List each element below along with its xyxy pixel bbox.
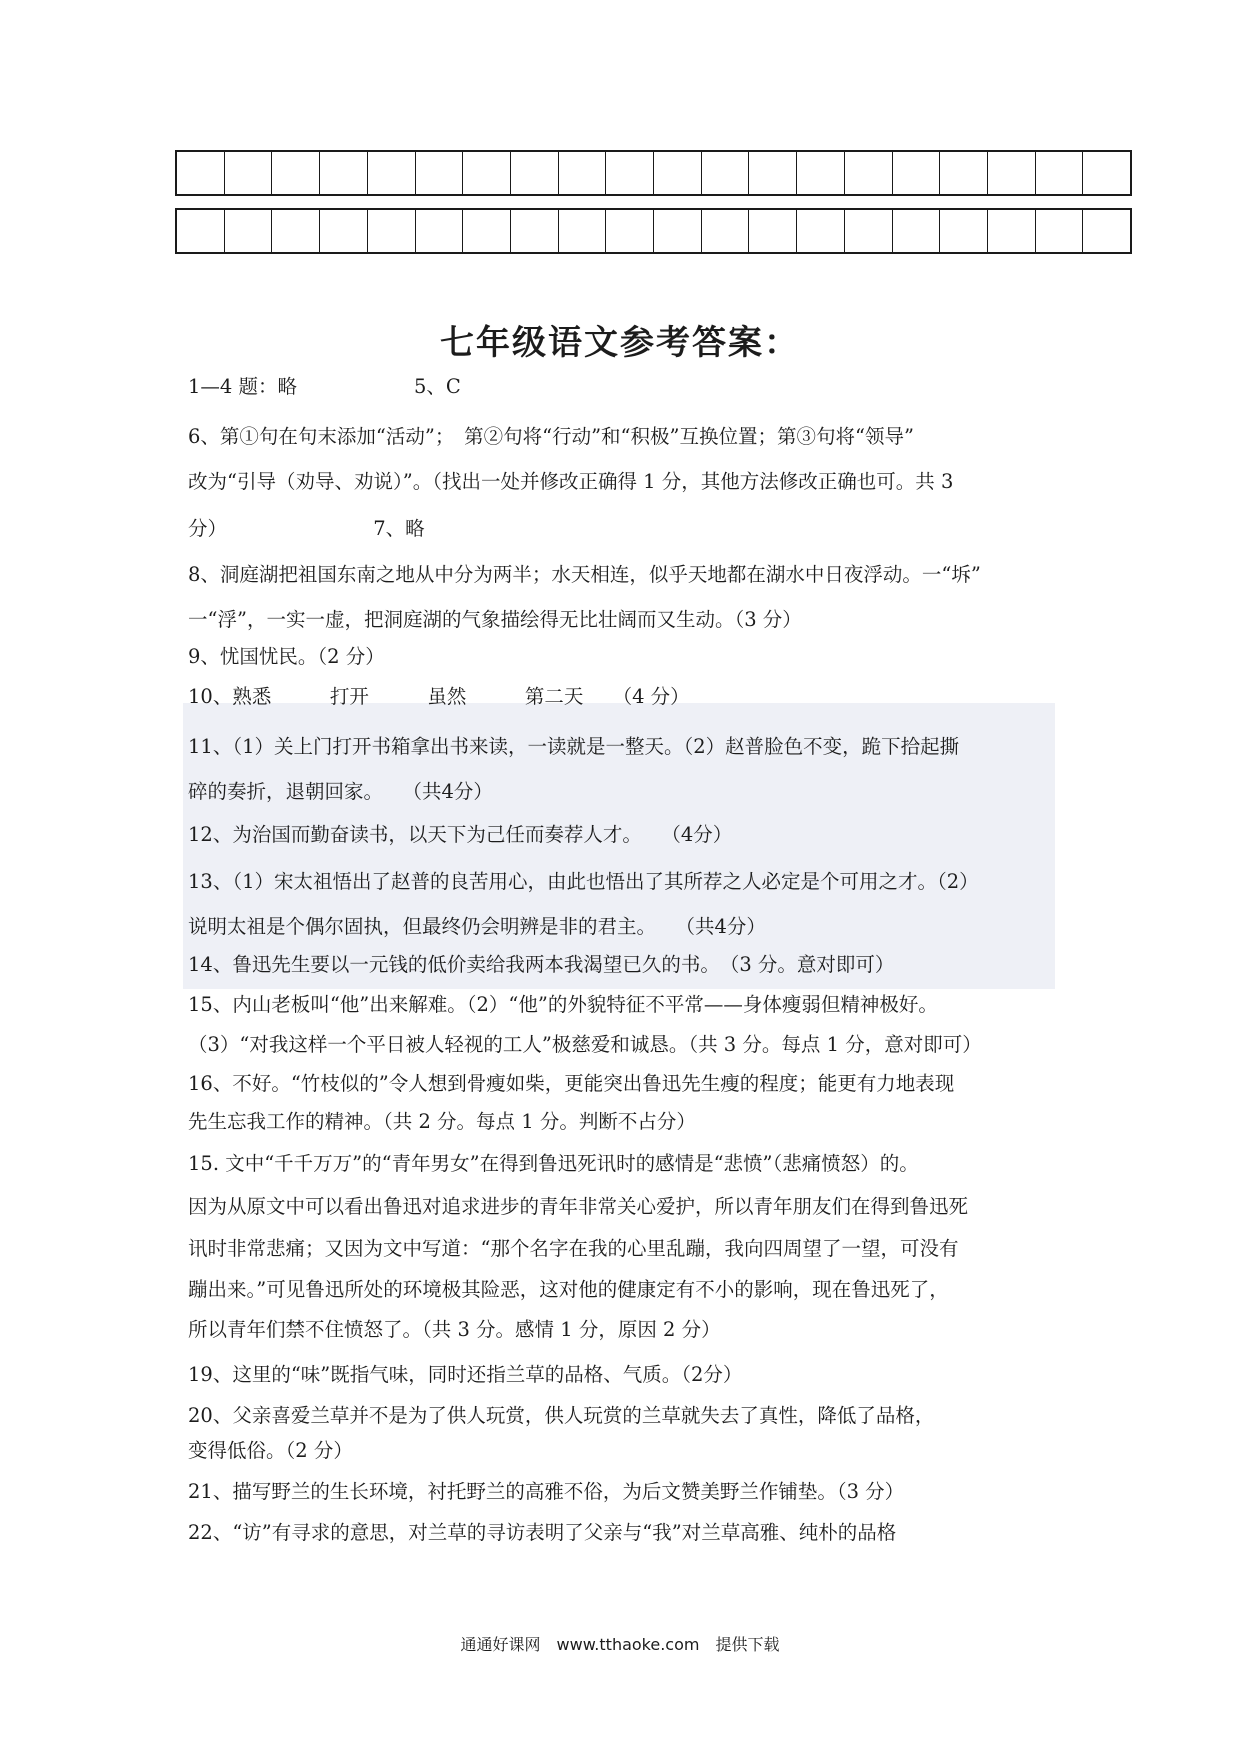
answer-line: 8、洞庭湖把祖国东南之地从中分为两半；水天相连，似乎天地都在湖水中日夜浮动。一“坼”: [188, 563, 981, 586]
grid-cell: [511, 210, 559, 252]
grid-cell: [606, 152, 654, 194]
grid-cell: [893, 210, 941, 252]
grid-cell: [845, 152, 893, 194]
answer-line: 6、第①句在句末添加“活动”； 第②句将“行动”和“积极”互换位置；第③句将“领导”: [188, 425, 914, 448]
grid-cell: [463, 210, 511, 252]
answer-line: 12、为治国而勤奋读书，以天下为己任而奏荐人才。 （4分）: [188, 823, 733, 846]
grid-cell: [177, 152, 225, 194]
grid-cell: [320, 152, 368, 194]
grid-cell: [797, 152, 845, 194]
grid-cell: [225, 152, 273, 194]
answer-line: 蹦出来。”可见鲁迅所处的环境极其险恶，这对他的健康定有不小的影响，现在鲁迅死了，: [188, 1278, 949, 1301]
answer-line: 变得低俗。（2 分）: [188, 1439, 353, 1462]
answer-line: 15. 文中“千千万万”的“青年男女”在得到鲁迅死讯时的感情是“悲愤”（悲痛愤怒）的。: [188, 1152, 919, 1175]
grid-cell: [416, 152, 464, 194]
answer-line: 一“浮”，一实一虚，把洞庭湖的气象描绘得无比壮阔而又生动。（3 分）: [188, 608, 802, 631]
grid-cell: [511, 152, 559, 194]
answer-line: 22、“访”有寻求的意思，对兰草的寻访表明了父亲与“我”对兰草高雅、纯朴的品格: [188, 1521, 897, 1544]
grid-cell: [177, 210, 225, 252]
grid-cell: [320, 210, 368, 252]
grid-cell: [368, 210, 416, 252]
grid-cell: [654, 152, 702, 194]
answer-line: 19、这里的“味”既指气味，同时还指兰草的品格、气质。（2分）: [188, 1363, 743, 1386]
grid-cell: [845, 210, 893, 252]
grid-cell: [654, 210, 702, 252]
grid-cell: [702, 152, 750, 194]
answer-line: 1—4 题：略 5、C: [188, 375, 461, 398]
answer-line: 10、熟悉 打开 虽然 第二天 （4 分）: [188, 685, 690, 708]
answer-line: 11、（1）关上门打开书箱拿出书来读，一读就是一整天。（2）赵普脸色不变，跪下拾起撕: [188, 735, 960, 758]
grid-cell: [702, 210, 750, 252]
grid-cell: [1083, 152, 1130, 194]
grid-cell: [416, 210, 464, 252]
grid-cell: [749, 152, 797, 194]
grid-cell: [1083, 210, 1130, 252]
answer-line: 改为“引导（劝导、劝说）”。（找出一处并修改正确得 1 分，其他方法修改正确也可。共 3: [188, 470, 954, 493]
grid-cell: [940, 210, 988, 252]
grid-cell: [272, 210, 320, 252]
answer-line: 所以青年们禁不住愤怒了。（共 3 分。感情 1 分，原因 2 分）: [188, 1318, 721, 1341]
answer-line: 分） 7、略: [188, 517, 425, 540]
writing-grid-row-1: [175, 150, 1132, 196]
grid-cell: [749, 210, 797, 252]
grid-cell: [1036, 152, 1084, 194]
grid-cell: [797, 210, 845, 252]
answer-line: 讯时非常悲痛；又因为文中写道：“那个名字在我的心里乱蹦，我向四周望了一望，可没有: [188, 1237, 959, 1260]
grid-cell: [272, 152, 320, 194]
answer-line: 说明太祖是个偶尔固执，但最终仍会明辨是非的君主。 （共4分）: [188, 915, 766, 938]
grid-cell: [463, 152, 511, 194]
grid-cell: [559, 210, 607, 252]
answer-line: 16、不好。“竹枝似的”令人想到骨瘦如柴，更能突出鲁迅先生瘦的程度；能更有力地表现: [188, 1072, 955, 1095]
answer-line: 13、（1）宋太祖悟出了赵普的良苦用心，由此也悟出了其所荐之人必定是个可用之才。（2）: [188, 870, 979, 893]
answer-line: 碎的奏折，退朝回家。 （共4分）: [188, 780, 493, 803]
answer-line: 先生忘我工作的精神。（共 2 分。每点 1 分。判断不占分）: [188, 1110, 696, 1133]
answer-line: 20、父亲喜爱兰草并不是为了供人玩赏，供人玩赏的兰草就失去了真性，降低了品格，: [188, 1404, 935, 1427]
grid-cell: [1036, 210, 1084, 252]
grid-cell: [940, 152, 988, 194]
grid-cell: [893, 152, 941, 194]
grid-cell: [988, 152, 1036, 194]
grid-cell: [988, 210, 1036, 252]
grid-cell: [225, 210, 273, 252]
answer-line: 14、鲁迅先生要以一元钱的低价卖给我两本我渴望已久的书。 （3 分。意对即可）: [188, 953, 895, 976]
grid-cell: [606, 210, 654, 252]
answer-line: 15、内山老板叫“他”出来解难。（2）“他”的外貌特征不平常——身体瘦弱但精神极好。: [188, 993, 938, 1016]
grid-cell: [368, 152, 416, 194]
footer-credit: 通通好课网 www.tthaoke.com 提供下载: [460, 1635, 780, 1654]
grid-cell: [559, 152, 607, 194]
answer-line: （3）“对我这样一个平日被人轻视的工人”极慈爱和诚恳。（共 3 分。每点 1 分，意对即可）: [188, 1033, 982, 1056]
answer-line: 9、忧国忧民。（2 分）: [188, 645, 385, 668]
answer-line: 因为从原文中可以看出鲁迅对追求进步的青年非常关心爱护，所以青年朋友们在得到鲁迅死: [188, 1195, 969, 1218]
page-title: 七年级语文参考答案：: [440, 323, 800, 363]
writing-grid-row-2: [175, 208, 1132, 254]
answer-line: 21、描写野兰的生长环境，衬托野兰的高雅不俗，为后文赞美野兰作铺垫。（3 分）: [188, 1480, 905, 1503]
